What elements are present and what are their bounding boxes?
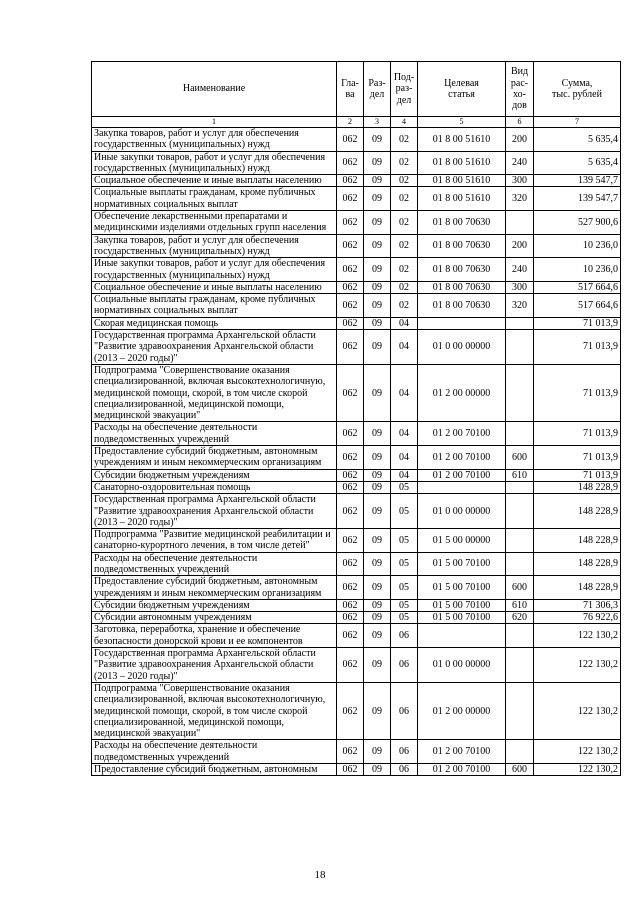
table-row [92, 624, 621, 648]
column-number-row [92, 117, 621, 128]
row-target-article: 01 8 00 51610 [418, 175, 506, 187]
row-target-article: 01 2 00 70100 [418, 469, 506, 481]
row-subsection: 05 [391, 494, 418, 529]
row-expense-kind: 320 [506, 294, 534, 318]
row-target-article: 01 5 00 70100 [418, 612, 506, 624]
row-expense-kind: 300 [506, 281, 534, 293]
row-amount: 71 013,9 [534, 364, 621, 421]
row-amount: 122 130,2 [534, 682, 621, 739]
row-expense-kind: 610 [506, 469, 534, 481]
row-amount: 71 306,3 [534, 599, 621, 611]
row-section: 09 [364, 682, 391, 739]
table-row [92, 494, 621, 529]
row-subsection: 04 [391, 330, 418, 365]
row-target-article: 01 2 00 70100 [418, 764, 506, 776]
row-subsection: 02 [391, 258, 418, 282]
row-chapter: 062 [337, 446, 364, 470]
row-target-article: 01 8 00 70630 [418, 294, 506, 318]
row-name: Социальные выплаты гражданам, кроме публичных нормативных социальных выплат [92, 294, 337, 318]
table-row [92, 187, 621, 211]
row-name: Иные закупки товаров, работ и услуг для обеспечения государственных (муниципальных) нужд [92, 151, 337, 175]
row-chapter: 062 [337, 612, 364, 624]
row-amount: 148 228,9 [534, 576, 621, 600]
row-name: Государственная программа Архангельской области "Развитие здравоохранения Архангельской области (2013 – 2020 годы)" [92, 330, 337, 365]
table-row [92, 682, 621, 739]
row-expense-kind: 240 [506, 151, 534, 175]
row-amount: 5 635,4 [534, 128, 621, 152]
row-subsection: 05 [391, 529, 418, 553]
row-section: 09 [364, 740, 391, 764]
table-row [92, 552, 621, 576]
row-subsection: 04 [391, 364, 418, 421]
row-chapter: 062 [337, 187, 364, 211]
table-row [92, 151, 621, 175]
row-amount: 71 013,9 [534, 330, 621, 365]
row-expense-kind [506, 317, 534, 329]
row-target-article: 01 8 00 70630 [418, 211, 506, 235]
table-row [92, 330, 621, 365]
row-section: 09 [364, 481, 391, 493]
row-name: Санаторно-оздоровительная помощь [92, 481, 337, 493]
row-expense-kind [506, 624, 534, 648]
row-expense-kind: 240 [506, 258, 534, 282]
row-expense-kind: 300 [506, 175, 534, 187]
row-name: Расходы на обеспечение деятельности подведомственных учреждений [92, 740, 337, 764]
row-chapter: 062 [337, 740, 364, 764]
row-target-article: 01 5 00 70100 [418, 599, 506, 611]
column-number: 3 [364, 117, 391, 128]
row-target-article: 01 2 00 70100 [418, 446, 506, 470]
row-subsection: 06 [391, 648, 418, 683]
row-target-article: 01 2 00 00000 [418, 364, 506, 421]
header-expense-kind: Вид рас- хо- дов [506, 62, 534, 117]
row-chapter: 062 [337, 211, 364, 235]
table-body [92, 128, 621, 776]
row-amount: 71 013,9 [534, 422, 621, 446]
table-row [92, 364, 621, 421]
header-subsection: Под- раз- дел [391, 62, 418, 117]
row-target-article [418, 481, 506, 493]
column-number: 4 [391, 117, 418, 128]
row-expense-kind [506, 648, 534, 683]
row-section: 09 [364, 211, 391, 235]
table-row [92, 469, 621, 481]
row-chapter: 062 [337, 576, 364, 600]
row-expense-kind: 320 [506, 187, 534, 211]
row-section: 09 [364, 294, 391, 318]
table-row [92, 481, 621, 493]
table-row [92, 446, 621, 470]
row-name: Предоставление субсидий бюджетным, автономным учреждениям и иным некоммерческим организациям [92, 576, 337, 600]
row-chapter: 062 [337, 481, 364, 493]
row-subsection: 02 [391, 211, 418, 235]
table-row [92, 599, 621, 611]
row-subsection: 04 [391, 469, 418, 481]
row-chapter: 062 [337, 258, 364, 282]
row-subsection: 02 [391, 294, 418, 318]
row-section: 09 [364, 364, 391, 421]
row-chapter: 062 [337, 422, 364, 446]
row-name: Подпрограмма "Развитие медицинской реабилитации и санаторно-курортного лечения, в том числе детей" [92, 529, 337, 553]
table-header [92, 62, 621, 128]
row-expense-kind: 610 [506, 599, 534, 611]
row-name: Предоставление субсидий бюджетным, автономным учреждениям и иным некоммерческим организациям [92, 446, 337, 470]
row-chapter: 062 [337, 682, 364, 739]
row-subsection: 04 [391, 317, 418, 329]
row-chapter: 062 [337, 648, 364, 683]
row-expense-kind [506, 211, 534, 235]
row-amount: 148 228,9 [534, 494, 621, 529]
row-section: 09 [364, 446, 391, 470]
row-subsection: 05 [391, 576, 418, 600]
row-amount: 122 130,2 [534, 740, 621, 764]
row-target-article: 01 2 00 00000 [418, 682, 506, 739]
row-amount: 139 547,7 [534, 175, 621, 187]
row-chapter: 062 [337, 552, 364, 576]
row-target-article: 01 8 00 51610 [418, 128, 506, 152]
row-expense-kind [506, 364, 534, 421]
row-expense-kind: 200 [506, 234, 534, 258]
row-amount: 122 130,2 [534, 648, 621, 683]
row-name: Подпрограмма "Совершенствование оказания специализированной, включая высокотехнологичную, медицинской помощи, скорой, в том числе скорой специализированной, медицинской помощи, медицинской эвакуации" [92, 682, 337, 739]
row-name: Обеспечение лекарственными препаратами и медицинскими изделиями отдельных групп населения [92, 211, 337, 235]
row-chapter: 062 [337, 624, 364, 648]
row-section: 09 [364, 151, 391, 175]
row-name: Социальное обеспечение и иные выплаты населению [92, 281, 337, 293]
row-chapter: 062 [337, 469, 364, 481]
row-chapter: 062 [337, 151, 364, 175]
row-amount: 71 013,9 [534, 469, 621, 481]
row-amount: 148 228,9 [534, 481, 621, 493]
row-target-article [418, 317, 506, 329]
row-subsection: 06 [391, 682, 418, 739]
row-subsection: 02 [391, 187, 418, 211]
row-target-article: 01 0 00 00000 [418, 330, 506, 365]
row-target-article: 01 5 00 70100 [418, 552, 506, 576]
table-row [92, 740, 621, 764]
row-name: Субсидии бюджетным учреждениям [92, 599, 337, 611]
row-subsection: 05 [391, 481, 418, 493]
row-expense-kind [506, 330, 534, 365]
row-section: 09 [364, 317, 391, 329]
row-section: 09 [364, 576, 391, 600]
table-row [92, 258, 621, 282]
row-subsection: 06 [391, 764, 418, 776]
row-expense-kind [506, 682, 534, 739]
row-section: 09 [364, 422, 391, 446]
row-target-article: 01 5 00 00000 [418, 529, 506, 553]
row-name: Государственная программа Архангельской области "Развитие здравоохранения Архангельской области (2013 – 2020 годы)" [92, 648, 337, 683]
table-row [92, 576, 621, 600]
row-section: 09 [364, 552, 391, 576]
row-subsection: 05 [391, 552, 418, 576]
row-subsection: 02 [391, 281, 418, 293]
row-expense-kind [506, 494, 534, 529]
row-target-article: 01 8 00 70630 [418, 258, 506, 282]
row-expense-kind: 600 [506, 446, 534, 470]
row-amount: 527 900,6 [534, 211, 621, 235]
row-amount: 10 236,0 [534, 234, 621, 258]
row-section: 09 [364, 529, 391, 553]
header-section: Раз- дел [364, 62, 391, 117]
row-amount: 148 228,9 [534, 529, 621, 553]
header-name: Наименование [92, 62, 337, 117]
row-chapter: 062 [337, 529, 364, 553]
row-section: 09 [364, 764, 391, 776]
column-number: 7 [534, 117, 621, 128]
table-row [92, 422, 621, 446]
row-section: 09 [364, 234, 391, 258]
row-target-article: 01 8 00 70630 [418, 234, 506, 258]
budget-table [91, 61, 621, 776]
row-name: Иные закупки товаров, работ и услуг для обеспечения государственных (муниципальных) нужд [92, 258, 337, 282]
row-expense-kind [506, 529, 534, 553]
row-expense-kind [506, 481, 534, 493]
header-amount: Сумма, тыс. рублей [534, 62, 621, 117]
row-expense-kind: 200 [506, 128, 534, 152]
row-subsection: 02 [391, 151, 418, 175]
table-row [92, 648, 621, 683]
row-name: Закупка товаров, работ и услуг для обеспечения государственных (муниципальных) нужд [92, 234, 337, 258]
row-name: Социальные выплаты гражданам, кроме публичных нормативных социальных выплат [92, 187, 337, 211]
row-subsection: 06 [391, 624, 418, 648]
row-chapter: 062 [337, 317, 364, 329]
row-amount: 139 547,7 [534, 187, 621, 211]
row-amount: 71 013,9 [534, 317, 621, 329]
row-section: 09 [364, 648, 391, 683]
row-section: 09 [364, 187, 391, 211]
row-section: 09 [364, 599, 391, 611]
row-expense-kind: 600 [506, 764, 534, 776]
row-expense-kind: 620 [506, 612, 534, 624]
table-row [92, 529, 621, 553]
table-row [92, 211, 621, 235]
table-row [92, 234, 621, 258]
row-target-article [418, 624, 506, 648]
row-subsection: 05 [391, 599, 418, 611]
row-subsection: 02 [391, 234, 418, 258]
row-subsection: 04 [391, 422, 418, 446]
row-subsection: 02 [391, 175, 418, 187]
row-name: Расходы на обеспечение деятельности подведомственных учреждений [92, 422, 337, 446]
row-section: 09 [364, 330, 391, 365]
column-number: 2 [337, 117, 364, 128]
row-chapter: 062 [337, 599, 364, 611]
row-chapter: 062 [337, 281, 364, 293]
row-target-article: 01 8 00 70630 [418, 281, 506, 293]
row-expense-kind [506, 552, 534, 576]
row-name: Закупка товаров, работ и услуг для обеспечения государственных (муниципальных) нужд [92, 128, 337, 152]
row-chapter: 062 [337, 175, 364, 187]
row-chapter: 062 [337, 234, 364, 258]
row-amount: 517 664,6 [534, 294, 621, 318]
table-row [92, 128, 621, 152]
row-name: Скорая медицинская помощь [92, 317, 337, 329]
row-name: Расходы на обеспечение деятельности подведомственных учреждений [92, 552, 337, 576]
row-subsection: 06 [391, 740, 418, 764]
row-chapter: 062 [337, 494, 364, 529]
row-section: 09 [364, 469, 391, 481]
column-number: 1 [92, 117, 337, 128]
column-number: 6 [506, 117, 534, 128]
row-amount: 148 228,9 [534, 552, 621, 576]
row-target-article: 01 5 00 70100 [418, 576, 506, 600]
row-name: Предоставление субсидий бюджетным, автономным [92, 764, 337, 776]
row-section: 09 [364, 175, 391, 187]
row-target-article: 01 8 00 51610 [418, 151, 506, 175]
row-section: 09 [364, 494, 391, 529]
row-chapter: 062 [337, 764, 364, 776]
row-amount: 517 664,6 [534, 281, 621, 293]
row-chapter: 062 [337, 294, 364, 318]
row-target-article: 01 0 00 00000 [418, 494, 506, 529]
row-subsection: 04 [391, 446, 418, 470]
table-row [92, 612, 621, 624]
table-row [92, 281, 621, 293]
row-name: Субсидии бюджетным учреждениям [92, 469, 337, 481]
row-target-article: 01 0 00 00000 [418, 648, 506, 683]
row-chapter: 062 [337, 364, 364, 421]
row-amount: 76 922,6 [534, 612, 621, 624]
row-expense-kind: 600 [506, 576, 534, 600]
row-amount: 5 635,4 [534, 151, 621, 175]
row-expense-kind [506, 422, 534, 446]
table-row [92, 175, 621, 187]
row-section: 09 [364, 281, 391, 293]
row-name: Социальное обеспечение и иные выплаты населению [92, 175, 337, 187]
row-subsection: 02 [391, 128, 418, 152]
row-section: 09 [364, 624, 391, 648]
row-expense-kind [506, 740, 534, 764]
row-name: Субсидии автономным учреждениям [92, 612, 337, 624]
row-target-article: 01 8 00 51610 [418, 187, 506, 211]
page-number: 18 [314, 869, 326, 881]
row-amount: 10 236,0 [534, 258, 621, 282]
header-chapter: Гла- ва [337, 62, 364, 117]
column-number: 5 [418, 117, 506, 128]
table-row [92, 294, 621, 318]
header-target-article: Целевая статья [418, 62, 506, 117]
row-amount: 71 013,9 [534, 446, 621, 470]
row-chapter: 062 [337, 128, 364, 152]
row-section: 09 [364, 128, 391, 152]
row-section: 09 [364, 612, 391, 624]
row-amount: 122 130,2 [534, 764, 621, 776]
row-section: 09 [364, 258, 391, 282]
row-subsection: 05 [391, 612, 418, 624]
row-name: Заготовка, переработка, хранение и обеспечение безопасности донорской крови и ее компонентов [92, 624, 337, 648]
row-amount: 122 130,2 [534, 624, 621, 648]
row-name: Подпрограмма "Совершенствование оказания специализированной, включая высокотехнологичную, медицинской помощи, скорой, в том числе скорой специализированной, медицинской помощи, медицинской эвакуации" [92, 364, 337, 421]
row-target-article: 01 2 00 70100 [418, 422, 506, 446]
row-name: Государственная программа Архангельской области "Развитие здравоохранения Архангельской области (2013 – 2020 годы)" [92, 494, 337, 529]
table-row [92, 764, 621, 776]
row-target-article: 01 2 00 70100 [418, 740, 506, 764]
table-row [92, 317, 621, 329]
row-chapter: 062 [337, 330, 364, 365]
